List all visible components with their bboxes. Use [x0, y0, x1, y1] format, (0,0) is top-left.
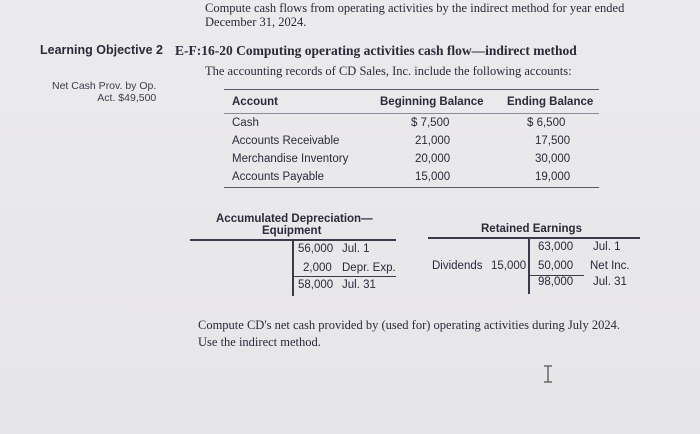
acc-dep-center-line	[292, 239, 294, 296]
table-bottom-rule	[224, 187, 599, 188]
table-cell-account: Accounts Payable	[232, 171, 325, 183]
acc-dep-title-1: Accumulated Depreciation—	[216, 213, 373, 225]
prompt-line-2: December 31, 2024.	[205, 15, 307, 29]
table-cell-ending: 19,000	[535, 171, 571, 183]
re-title: Retained Earnings	[481, 223, 582, 235]
table-cell-beginning: 20,000	[415, 153, 451, 165]
acc-dep-amount: 2,000	[303, 262, 332, 274]
acc-dep-total-line	[292, 276, 396, 277]
question-line-2: Use the indirect method.	[198, 335, 321, 349]
table-cell-ending: 30,000	[535, 153, 571, 165]
re-center-line	[528, 237, 530, 294]
exercise-intro: The accounting records of CD Sales, Inc. include the following accounts:	[205, 64, 572, 78]
re-amount: 98,000	[538, 276, 574, 288]
table-cell-beginning: 15,000	[415, 171, 451, 183]
acc-dep-label: Depr. Exp.	[342, 262, 396, 274]
acc-dep-title-2: Equipment	[262, 225, 322, 237]
re-amount: 50,000	[538, 260, 574, 272]
margin-note-line-1: Net Cash Prov. by Op.	[52, 80, 157, 92]
re-label: Jul. 1	[593, 241, 621, 253]
acc-dep-label: Jul. 31	[342, 279, 376, 291]
exercise-title: E-F:16-20 Computing operating activities cash flow—indirect method	[175, 43, 577, 58]
question-text	[198, 317, 620, 351]
col-header-beginning: Beginning Balance	[380, 96, 484, 108]
re-dividends-amount: 15,000	[491, 260, 527, 272]
text-cursor-icon	[543, 365, 553, 388]
re-dividends-label: Dividends	[432, 260, 483, 272]
margin-note-line-2: Act. $49,500	[97, 92, 157, 104]
col-header-account: Account	[232, 96, 278, 108]
table-cell-account: Cash	[232, 117, 259, 129]
re-amount: 63,000	[538, 241, 574, 253]
table-cell-account: Merchandise Inventory	[232, 153, 349, 165]
table-cell-beginning: $ 7,500	[411, 117, 450, 129]
table-cell-beginning: 21,000	[415, 135, 451, 147]
table-cell-account: Accounts Receivable	[232, 135, 340, 147]
col-header-ending: Ending Balance	[507, 96, 594, 108]
prompt-line-1: Compute cash flows from operating activities by the indirect method for year ended	[205, 1, 625, 15]
table-header-rule	[224, 113, 599, 114]
re-top-line	[428, 237, 640, 239]
margin-answer-note	[52, 80, 156, 104]
table-top-rule	[224, 89, 599, 90]
acc-dep-amount: 58,000	[298, 279, 334, 291]
re-label: Jul. 31	[593, 276, 627, 288]
exercise-prompt	[205, 1, 624, 29]
acc-dep-label: Jul. 1	[342, 243, 370, 255]
question-line-1: Compute CD's net cash provided by (used for) operating activities during July 2024.	[198, 318, 620, 332]
table-cell-ending: 17,500	[535, 135, 571, 147]
learning-objective-label: Learning Objective 2	[40, 43, 163, 57]
acc-dep-amount: 56,000	[298, 243, 334, 255]
table-cell-ending: $ 6,500	[527, 117, 566, 129]
re-label: Net Inc.	[590, 260, 630, 272]
